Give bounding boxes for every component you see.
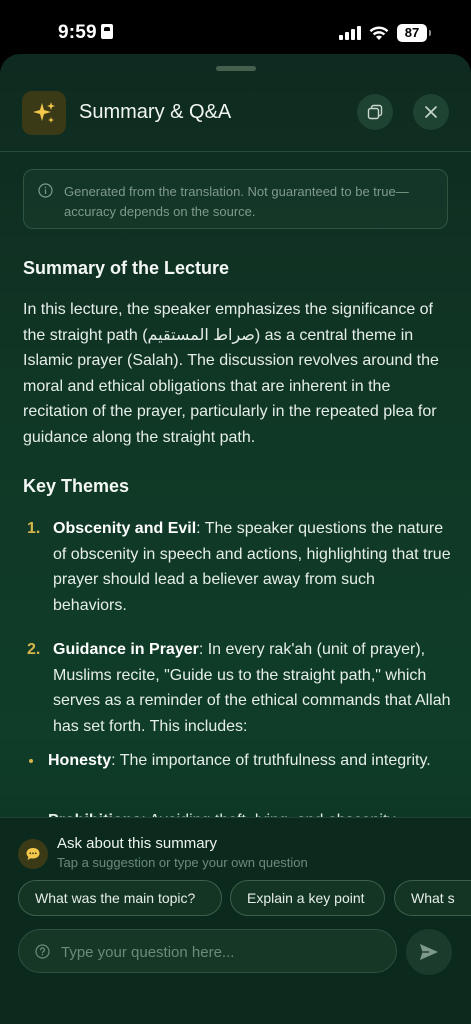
theme-number: 2. xyxy=(27,641,41,658)
status-indicators xyxy=(339,24,427,42)
bullet-dot xyxy=(29,759,33,763)
bullet-text: : The importance of truthfulness and integrity. xyxy=(111,752,431,769)
notice-text: Generated from the translation. Not guaranteed to be true—accuracy depends on the source. xyxy=(64,184,409,219)
bullet-body xyxy=(48,748,448,774)
summary-heading: Summary of the Lecture xyxy=(23,258,230,278)
close-icon xyxy=(425,106,437,118)
theme-text: : The speaker questions the nature of obscenity in speech and actions, highlighting that true prayer should lead a believer away from such behaviors. xyxy=(53,520,451,614)
theme-title: Guidance in Prayer xyxy=(53,641,199,658)
summary-sheet xyxy=(0,54,471,1024)
status-time-text: 9:59 xyxy=(58,22,97,43)
status-bar xyxy=(0,0,471,54)
copy-button[interactable] xyxy=(357,94,393,130)
question-input[interactable] xyxy=(61,940,381,964)
theme-number: 1. xyxy=(27,520,41,537)
chat-bubble-icon xyxy=(18,839,48,869)
key-themes-heading: Key Themes xyxy=(23,476,130,496)
help-circle-icon xyxy=(35,944,50,959)
suggestion-chip-key-point[interactable]: Explain a key point xyxy=(230,880,385,916)
theme-text: : In every rak'ah (unit of prayer), Muslims recite, "Guide us to the straight path," which serves as a reminder of the ethical commands that Allah has set forth. This includes: xyxy=(53,641,451,735)
status-time xyxy=(58,22,113,44)
sheet-title: Summary & Q&A xyxy=(79,101,232,123)
sparkles-icon xyxy=(22,91,66,135)
cellular-signal-icon xyxy=(339,26,361,40)
send-button[interactable] xyxy=(406,929,452,975)
bullet-title: Honesty xyxy=(48,752,112,769)
id-card-icon xyxy=(101,24,113,39)
theme-body xyxy=(53,637,453,739)
wifi-icon xyxy=(369,26,389,41)
header-divider xyxy=(0,151,471,152)
battery-icon xyxy=(397,24,427,42)
ask-subtitle: Tap a suggestion or type your own question xyxy=(57,855,308,870)
suggestion-chip-partial[interactable]: What s xyxy=(394,880,471,916)
translation-notice xyxy=(23,169,448,229)
info-icon xyxy=(38,183,53,198)
summary-paragraph: In this lecture, the speaker emphasizes the significance of the straight path (صراط المستقيم) as a central theme in Islamic prayer (Salah). The discussion revolves around the moral and ethical obligations that are inherent in the recitation of the prayer, particularly in the repeated plea for guidance along the straight path. xyxy=(23,301,439,446)
ask-title: Ask about this summary xyxy=(57,835,218,852)
theme-title: Obscenity and Evil xyxy=(53,520,197,537)
copy-icon xyxy=(367,104,383,120)
theme-body xyxy=(53,516,453,618)
close-button[interactable] xyxy=(413,94,449,130)
sheet-grabber-handle[interactable] xyxy=(216,66,256,71)
ask-panel xyxy=(0,817,471,1024)
suggestion-chip-main-topic[interactable]: What was the main topic? xyxy=(18,880,222,916)
suggestion-chips[interactable] xyxy=(18,880,471,918)
battery-level: 87 xyxy=(404,25,420,40)
question-input-box[interactable] xyxy=(18,929,397,973)
send-icon xyxy=(419,943,439,961)
sheet-header xyxy=(0,90,471,150)
